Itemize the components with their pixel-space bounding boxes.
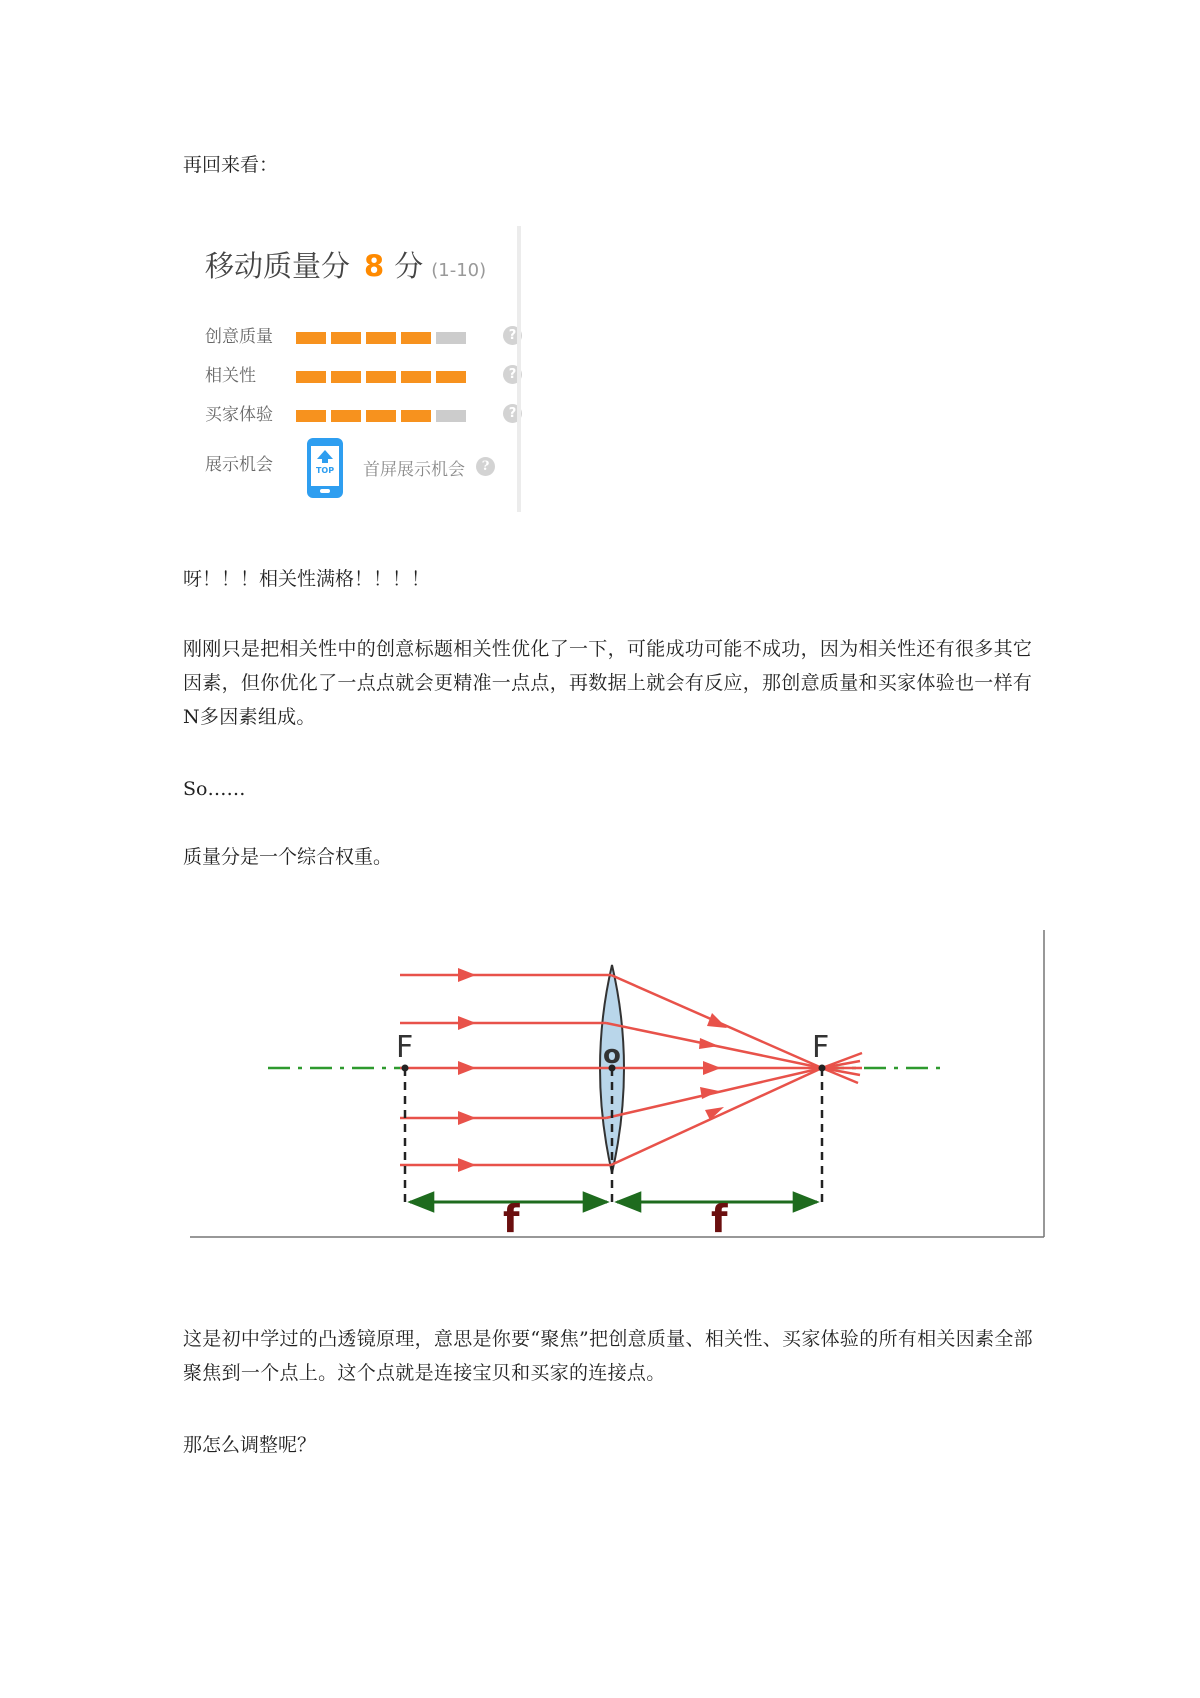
phone-top-icon (307, 438, 343, 498)
so-text: So…… (183, 778, 246, 800)
incident-rays (400, 975, 612, 1165)
score-range: (1-10) (431, 260, 487, 281)
convex-lens-diagram (0, 925, 1200, 1285)
question-text: 那怎么调整呢？ (183, 1434, 317, 1456)
focus-right-label: F (812, 1030, 830, 1065)
bar-segment-filled (436, 371, 466, 383)
bar-segment-empty (436, 410, 466, 422)
help-icon[interactable]: ? (503, 365, 522, 384)
up-arrow-stem (322, 458, 328, 463)
intro-text: 再回来看： (183, 154, 279, 176)
center-label: o (603, 1040, 621, 1070)
rating-bar (296, 371, 466, 383)
ray-arrow (458, 1111, 476, 1125)
home-button-icon (320, 489, 330, 493)
incident-ray-arrows (458, 968, 476, 1172)
bar-segment-filled (401, 371, 431, 383)
bar-segment-filled (366, 410, 396, 422)
rating-bar (296, 410, 466, 422)
rating-bar (296, 332, 466, 344)
card-title-label: 移动质量分 (205, 249, 351, 283)
ray-arrow (458, 1158, 476, 1172)
quality-score-card (185, 226, 521, 512)
top-label: TOP (315, 466, 335, 475)
display-value: 首屏展示机会 (363, 460, 465, 480)
score-unit: 分 (394, 249, 424, 283)
refracted-ray-5 (611, 1068, 822, 1165)
bar-segment-filled (401, 410, 431, 422)
row-buyer-experience (205, 400, 515, 428)
bar-segment-filled (331, 371, 361, 383)
row-display-opportunity (205, 450, 515, 478)
card-title (205, 244, 486, 285)
bar-segment-filled (331, 410, 361, 422)
row-label: 创意质量 (205, 327, 273, 347)
right-focus-point (819, 1065, 826, 1072)
row-label: 买家体验 (205, 405, 273, 425)
row-label: 相关性 (205, 366, 256, 386)
bar-segment-empty (436, 332, 466, 344)
weight-text: 质量分是一个综合权重。 (183, 846, 393, 868)
focus-left-label: F (396, 1030, 414, 1065)
lens-explain-paragraph: 这是初中学过的凸透镜原理，意思是你要“聚焦”把创意质量、相关性、买家体验的所有相关因素全部聚焦到一个点上。这个点就是连接宝贝和买家的连接点。 (183, 1328, 1033, 1384)
row-creative-quality (205, 322, 515, 350)
refracted-ray-arrows (699, 1013, 727, 1120)
focal-length-right-label: f (711, 1197, 728, 1241)
row-relevance (205, 361, 515, 389)
help-icon[interactable]: ? (503, 326, 522, 345)
ray-arrow (458, 1061, 476, 1075)
bar-segment-filled (331, 332, 361, 344)
bar-segment-filled (366, 371, 396, 383)
left-focus-point (402, 1065, 409, 1072)
ray-arrow (703, 1061, 721, 1075)
ray-arrow (699, 1038, 719, 1049)
exclaim-text: 呀！！！相关性满格！！！！ (183, 568, 431, 590)
focal-length-left-label: f (503, 1197, 520, 1241)
help-icon[interactable]: ? (476, 457, 495, 476)
ray-arrow (458, 1016, 476, 1030)
ray-arrow (458, 968, 476, 982)
ray-arrow (707, 1013, 727, 1028)
bar-segment-filled (296, 371, 326, 383)
bar-segment-filled (366, 332, 396, 344)
score-value: 8 (364, 249, 385, 283)
explain-paragraph: 刚刚只是把相关性中的创意标题相关性优化了一下，可能成功可能不成功，因为相关性还有很多其它因素，但你优化了一点点就会更精准一点点，再数据上就会有反应，那创意质量和买家体验也一样有N多因素组成。 (183, 638, 1033, 728)
bar-segment-filled (296, 410, 326, 422)
bar-segment-filled (296, 332, 326, 344)
help-icon[interactable]: ? (503, 404, 522, 423)
row-label: 展示机会 (205, 455, 273, 475)
phone-screen (311, 446, 339, 486)
bar-segment-filled (401, 332, 431, 344)
